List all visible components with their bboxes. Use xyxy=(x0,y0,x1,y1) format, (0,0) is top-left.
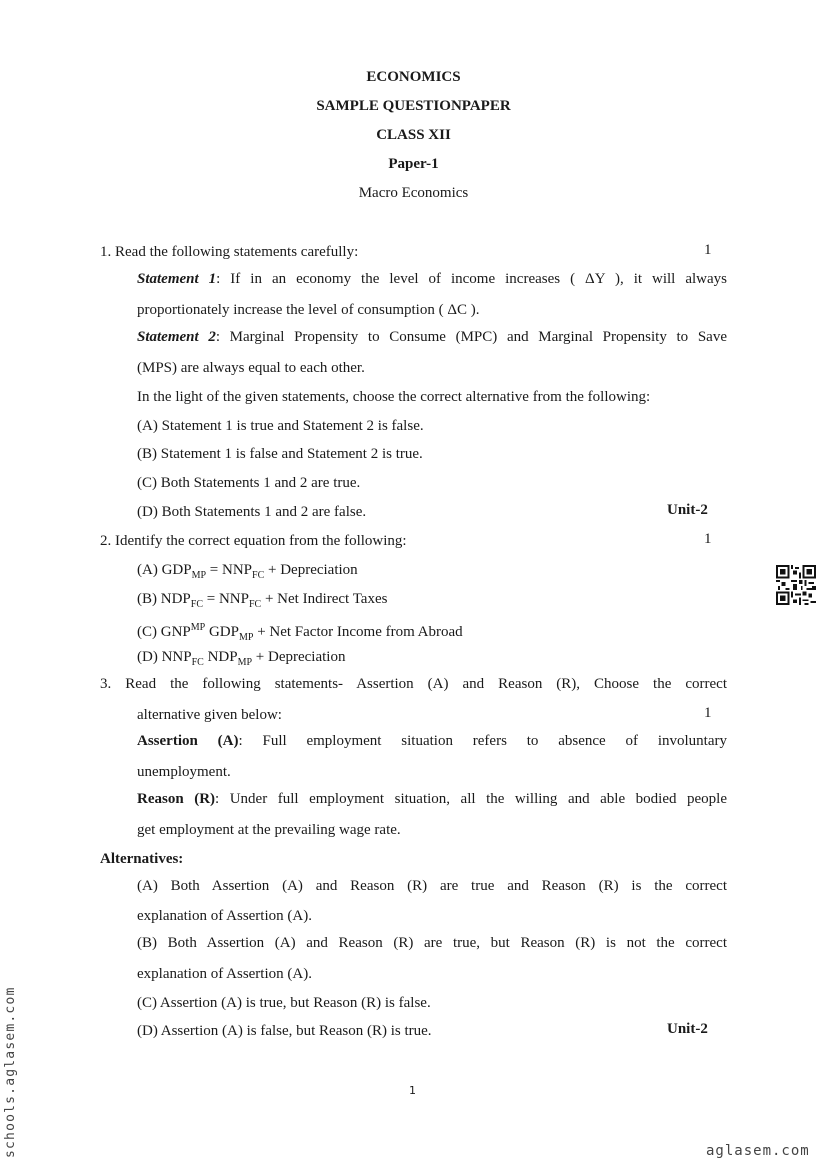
q2-d-sub2: MP xyxy=(237,657,253,668)
footer-watermark: aglasem.com xyxy=(706,1143,810,1159)
q2-d-term2: NDP xyxy=(203,649,238,665)
page-number: 1 xyxy=(409,1084,416,1097)
q1-option-b: (B) Statement 1 is false and Statement 2 is true. xyxy=(137,446,423,462)
q2-option-c xyxy=(137,618,463,648)
q2-d-sub1: FC xyxy=(191,657,204,668)
q2-a-term2: = NNP xyxy=(206,562,253,578)
side-watermark xyxy=(0,968,22,1158)
q2-option-a xyxy=(137,560,358,586)
q1-statement2-line2: (MPS) are always equal to each other. xyxy=(137,360,365,376)
q1-stem: 1. Read the following statements carefully: xyxy=(100,244,359,260)
q3-stem-line1: 3. Read the following statements- Assertion (A) and Reason (R), Choose the correct xyxy=(100,676,727,692)
q3-assertion-line2: unemployment. xyxy=(137,764,231,780)
paper-type: SAMPLE QUESTIONPAPER xyxy=(316,98,511,114)
q2-option-b xyxy=(137,589,387,615)
q1-option-d: (D) Both Statements 1 and 2 are false. xyxy=(137,504,367,520)
q2-b-term2: = NNP xyxy=(203,591,249,607)
q1-unit: Unit-2 xyxy=(667,502,708,518)
q3-assertion-label: Assertion (A) xyxy=(137,733,239,749)
q3-stem-line2: alternative given below: xyxy=(137,707,282,723)
q1-statement1-text: : If in an economy the level of income increases ( ΔY ), it will always xyxy=(216,271,727,287)
q2-c-sup1: MP xyxy=(190,622,206,633)
q3-alt-c: (C) Assertion (A) is true, but Reason (R) is false. xyxy=(137,995,431,1011)
q2-a-sub1: MP xyxy=(191,570,207,581)
q2-stem: 2. Identify the correct equation from the following: xyxy=(100,533,407,549)
q3-alternatives-heading: Alternatives: xyxy=(100,851,184,867)
q3-alt-a-line2: explanation of Assertion (A). xyxy=(137,908,312,924)
q2-option-d xyxy=(137,647,345,673)
q1-instruction: In the light of the given statements, choose the correct alternative from the following: xyxy=(137,389,651,405)
q2-b-term3: + Net Indirect Taxes xyxy=(261,591,388,607)
q3-alt-b-line2: explanation of Assertion (A). xyxy=(137,966,312,982)
q2-b-sub2: FC xyxy=(248,599,262,610)
paper-number: Paper-1 xyxy=(388,156,439,172)
q1-marks: 1 xyxy=(704,242,712,258)
q3-alt-b-line1: (B) Both Assertion (A) and Reason (R) are true, but Reason (R) is not the correct xyxy=(137,935,727,951)
q3-reason-line2: get employment at the prevailing wage rate. xyxy=(137,822,401,838)
q1-statement1-label: Statement 1 xyxy=(137,271,217,287)
q2-marks: 1 xyxy=(704,531,712,547)
q1-statement2-line1 xyxy=(137,329,727,346)
q3-reason-line1 xyxy=(137,791,727,808)
topic-title: Macro Economics xyxy=(358,185,469,201)
q3-alt-a-line1: (A) Both Assertion (A) and Reason (R) are true and Reason (R) is the correct xyxy=(137,878,727,894)
q3-reason-text: : Under full employment situation, all the willing and able bodied people xyxy=(215,791,727,807)
q3-marks: 1 xyxy=(704,705,712,721)
q1-option-a: (A) Statement 1 is true and Statement 2 is false. xyxy=(137,418,424,434)
q2-b-sub1: FC xyxy=(190,599,203,610)
q2-a-term1: (A) GDP xyxy=(137,562,192,578)
subject-title: ECONOMICS xyxy=(366,69,461,85)
q2-b-term1: (B) NDP xyxy=(137,591,191,607)
q2-a-term3: + Depreciation xyxy=(264,562,358,578)
q2-c-term1: (C) GNP xyxy=(137,624,191,640)
q2-c-sub2: MP xyxy=(238,632,254,643)
q2-a-sub2: FC xyxy=(252,570,265,581)
q1-statement2-label: Statement 2 xyxy=(137,329,216,345)
q3-unit: Unit-2 xyxy=(667,1021,708,1037)
q3-assertion-text: : Full employment situation refers to absence of involuntary xyxy=(238,733,728,749)
q2-d-term3: + Depreciation xyxy=(252,649,346,665)
q3-alt-d: (D) Assertion (A) is false, but Reason (R) is true. xyxy=(137,1023,432,1039)
side-watermark-text: schools.aglasem.com xyxy=(3,986,18,1158)
q1-statement1-line2: proportionately increase the level of consumption ( ΔC ). xyxy=(137,302,480,318)
class-title: CLASS XII xyxy=(376,127,451,143)
q1-statement2-text: : Marginal Propensity to Consume (MPC) and Marginal Propensity to Save xyxy=(215,329,727,345)
q2-c-term2: GDP xyxy=(205,624,239,640)
q1-statement1-line1 xyxy=(137,271,727,288)
qr-code-icon[interactable] xyxy=(776,565,816,605)
q1-option-c: (C) Both Statements 1 and 2 are true. xyxy=(137,475,361,491)
q3-assertion-line1 xyxy=(137,733,727,750)
q3-reason-label: Reason (R) xyxy=(137,791,216,807)
q2-d-term1: (D) NNP xyxy=(137,649,192,665)
q2-c-term3: + Net Factor Income from Abroad xyxy=(253,624,463,640)
